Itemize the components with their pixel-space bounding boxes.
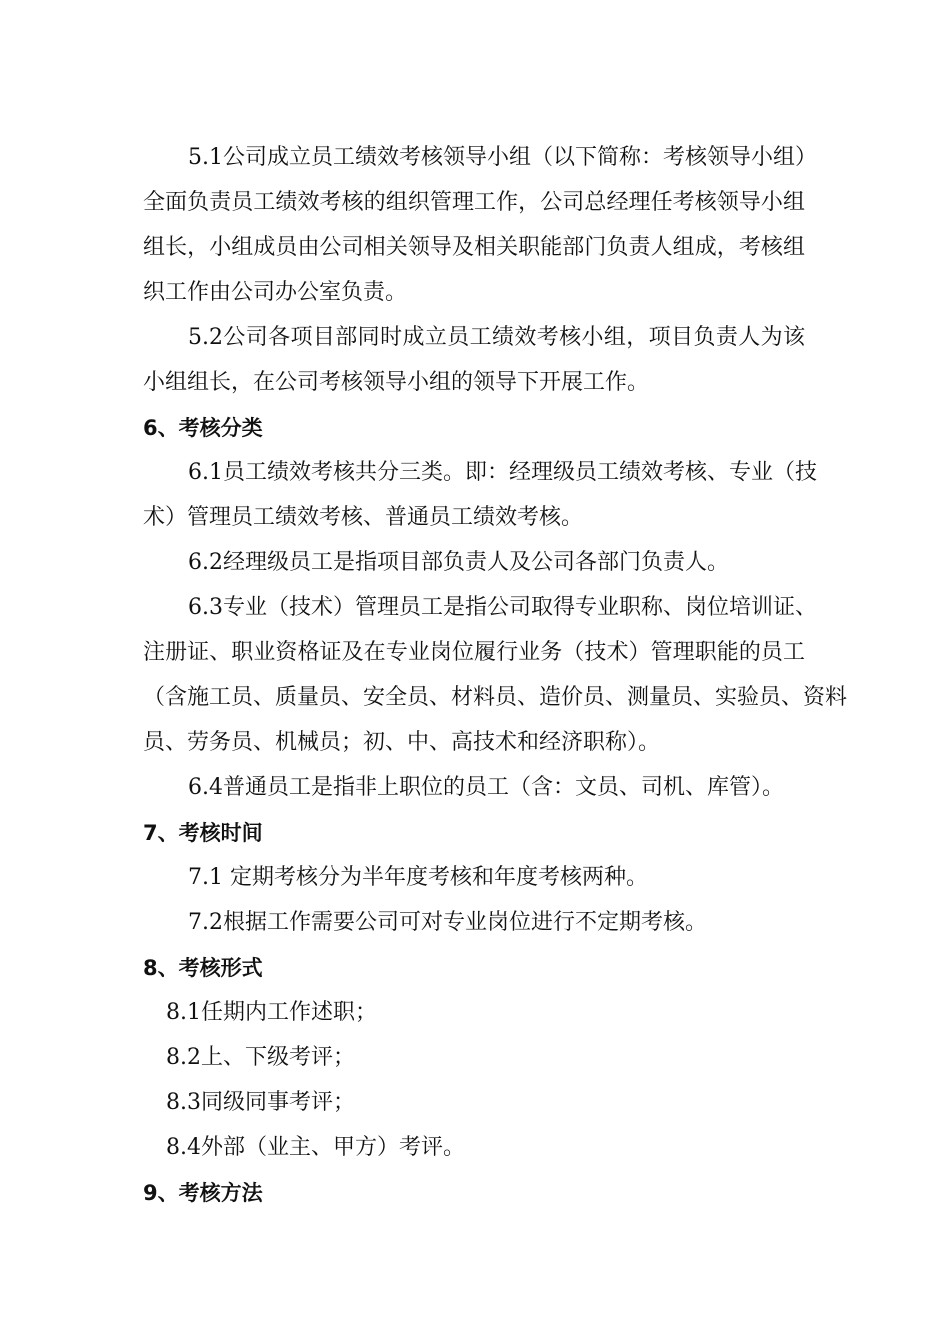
paragraph-6-4: 6.4普通员工是指非上职位的员工（含：文员、司机、库管）。 [188,775,784,800]
paragraph-6-3-line-3: （含施工员、质量员、安全员、材料员、造价员、测量员、实验员、资料 [143,685,848,710]
paragraph-5-1-line-1: 5.1公司成立员工绩效考核领导小组（以下简称：考核领导小组） [188,145,817,170]
paragraph-5-1-line-3: 组长，小组成员由公司相关领导及相关职能部门负责人组成，考核组 [143,235,805,260]
paragraph-6-1-line-1: 6.1员工绩效考核共分三类。即：经理级员工绩效考核、专业（技 [188,460,817,485]
section-heading-7: 7、考核时间 [143,821,263,845]
list-item-8-2: 8.2上、下级考评； [166,1045,355,1070]
paragraph-6-1-line-2: 术）管理员工绩效考核、普通员工绩效考核。 [143,505,584,530]
section-heading-9: 9、考核方法 [143,1181,263,1205]
list-item-8-4: 8.4外部（业主、甲方）考评。 [166,1135,465,1160]
paragraph-5-2-line-2: 小组组长，在公司考核领导小组的领导下开展工作。 [143,370,650,395]
section-heading-8: 8、考核形式 [143,956,263,980]
paragraph-6-3-line-2: 注册证、职业资格证及在专业岗位履行业务（技术）管理职能的员工 [143,640,805,665]
list-item-8-1: 8.1任期内工作述职； [166,1000,377,1025]
paragraph-5-2-line-1: 5.2公司各项目部同时成立员工绩效考核小组，项目负责人为该 [188,325,805,350]
paragraph-6-3-line-1: 6.3专业（技术）管理员工是指公司取得专业职称、岗位培训证、 [188,595,817,620]
paragraph-7-2: 7.2根据工作需要公司可对专业岗位进行不定期考核。 [188,910,707,935]
paragraph-5-1-line-2: 全面负责员工绩效考核的组织管理工作，公司总经理任考核领导小组 [143,190,805,215]
paragraph-6-2: 6.2经理级员工是指项目部负责人及公司各部门负责人。 [188,550,729,575]
paragraph-5-1-line-4: 织工作由公司办公室负责。 [143,280,408,305]
section-heading-6: 6、考核分类 [143,416,263,440]
paragraph-7-1: 7.1 定期考核分为半年度考核和年度考核两种。 [188,865,648,890]
paragraph-6-3-line-4: 员、劳务员、机械员；初、中、高技术和经济职称）。 [143,730,661,755]
list-item-8-3: 8.3同级同事考评； [166,1090,355,1115]
